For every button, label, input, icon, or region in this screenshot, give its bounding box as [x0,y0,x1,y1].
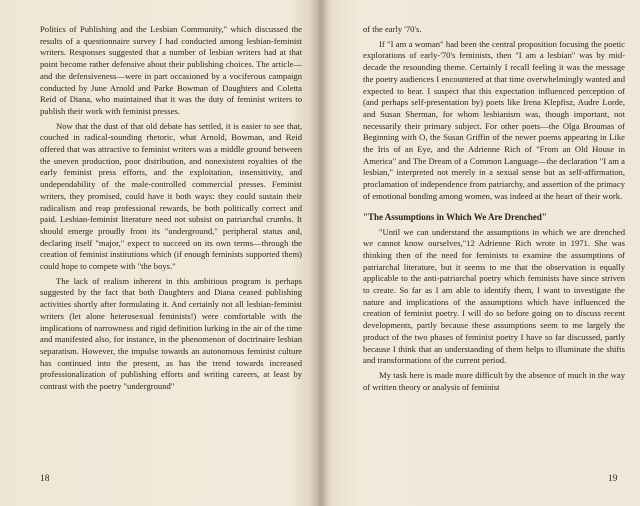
page-number-right: 19 [608,474,618,484]
paragraph: "Until we can understand the assumptions in which we are drenched we cannot know ourselves,"12 Adrienne Rich wrote in 1971. She was thinking then of the need for feminists to examine the assumptions of patriarchal literature, but it seems to me that the observation is equally applicable to the anti-patriarchal poetry which feminists have since striven to create. So far as I am able to identify them, I want to investigate the nature and implications of the assumptions which have influenced the creation of feminist poetry. I will do so before going on to discuss recent developments, partly because these assumptions seem to me largely the product of the two phases of feminist poetry I have so far discussed, partly because I think that an understanding of them helps to illuminate the shifts and transformations of the current period. [363,226,625,366]
paragraph: of the early '70's. [363,24,422,34]
page-number-left: 18 [40,474,50,484]
paragraph: Politics of Publishing and the Lesbian Community," which discussed the results of a questionnaire survey I had conducted among lesbian-feminist writers. Responses suggested that a number of lesbian writers had at that point become rather defensive about their publishing choices. The article—and the defensiveness—were in part occasioned by a vociferous campaign conducted by June Arnold and Parke Bowman of Daughters and Coletta Reid of Diana, who maintained that it was the duty of feminist writers to publish their work with feminist presses. [40,24,302,116]
section-heading: "The Assumptions in Which We Are Drenched" [363,211,547,222]
paragraph: My task here is made more difficult by the absence of much in the way of written theory or analysis of feminist [363,369,625,392]
right-page-text [363,24,625,396]
left-page-text [40,24,302,396]
paragraph: Now that the dust of that old debate has settled, it is easier to see that, couched in radical-sounding rhetoric, what Arnold, Bowman, and Reid offered that was attractive to feminist writers was a middle ground between the uneven production, poor distribution, and nonexistent royalties of the early feminist press efforts, and the exploitation, insensitivity, and undependability of the male-controlled commercial presses. Feminist writers, they promised, could have it both ways: they could sustain their radicalism and reap professional rewards, be both politically correct and paid. Lesbian-feminist literature need not subsist on patriarchal crumbs. It should emerge proudly from its "underground," peripheral status and, declaring itself "major," expect to succeed on its own terms—through the creation of feminist institutions which (if enough feminists supported them) could hope to compete with "the boys." [40,120,302,272]
right-page [320,0,640,506]
paragraph: If "I am a woman" had been the central proposition focusing the poetic explorations of early-'70's feminists, then "I am a lesbian" was by mid-decade the resounding theme. Certainly I recall feeling it was the message the poetry audiences I encountered at that time overwhelmingly wanted and expected to hear. I suspect that this expectation influenced perception of (and perhaps self-presentation by) poets like Irena Klepfisz, Audre Lorde, and Susan Sherman, for whom lesbianism was, though important, not necessarily their primary subject. For other poets—the Olga Broumas of Beginning with O, the Susan Griffin of the newer poems appearing in Like the Iris of an Eye, and the Adrienne Rich of "From an Old House in America" and The Dream of a Common Language—the declaration "I am a lesbian," interpreted not merely in a sexual sense but as self-affirmation, proclamation of independence from patriarchy, and assertion of the primacy of emotional bonding among women, was indeed at the heart of their work. [363,38,625,201]
paragraph: The lack of realism inherent in this ambitious program is perhaps suggested by the fact that both Daughters and Diana ceased publishing activities shortly after formulating it. And certainly not all lesbian-feminist writers (let alone heterosexual feminists!) were comfortable with the implications of narrowness and rigid definition lurking in the air of the time and manifested also, for instance, in the phenomenon of doctrinaire lesbian separatism. However, the impulse towards an autonomous feminist culture has continued into the present, as has the trend towards increased professionalization of publishing efforts and writing careers, at least by contrast with the poetry "underground" [40,275,302,392]
